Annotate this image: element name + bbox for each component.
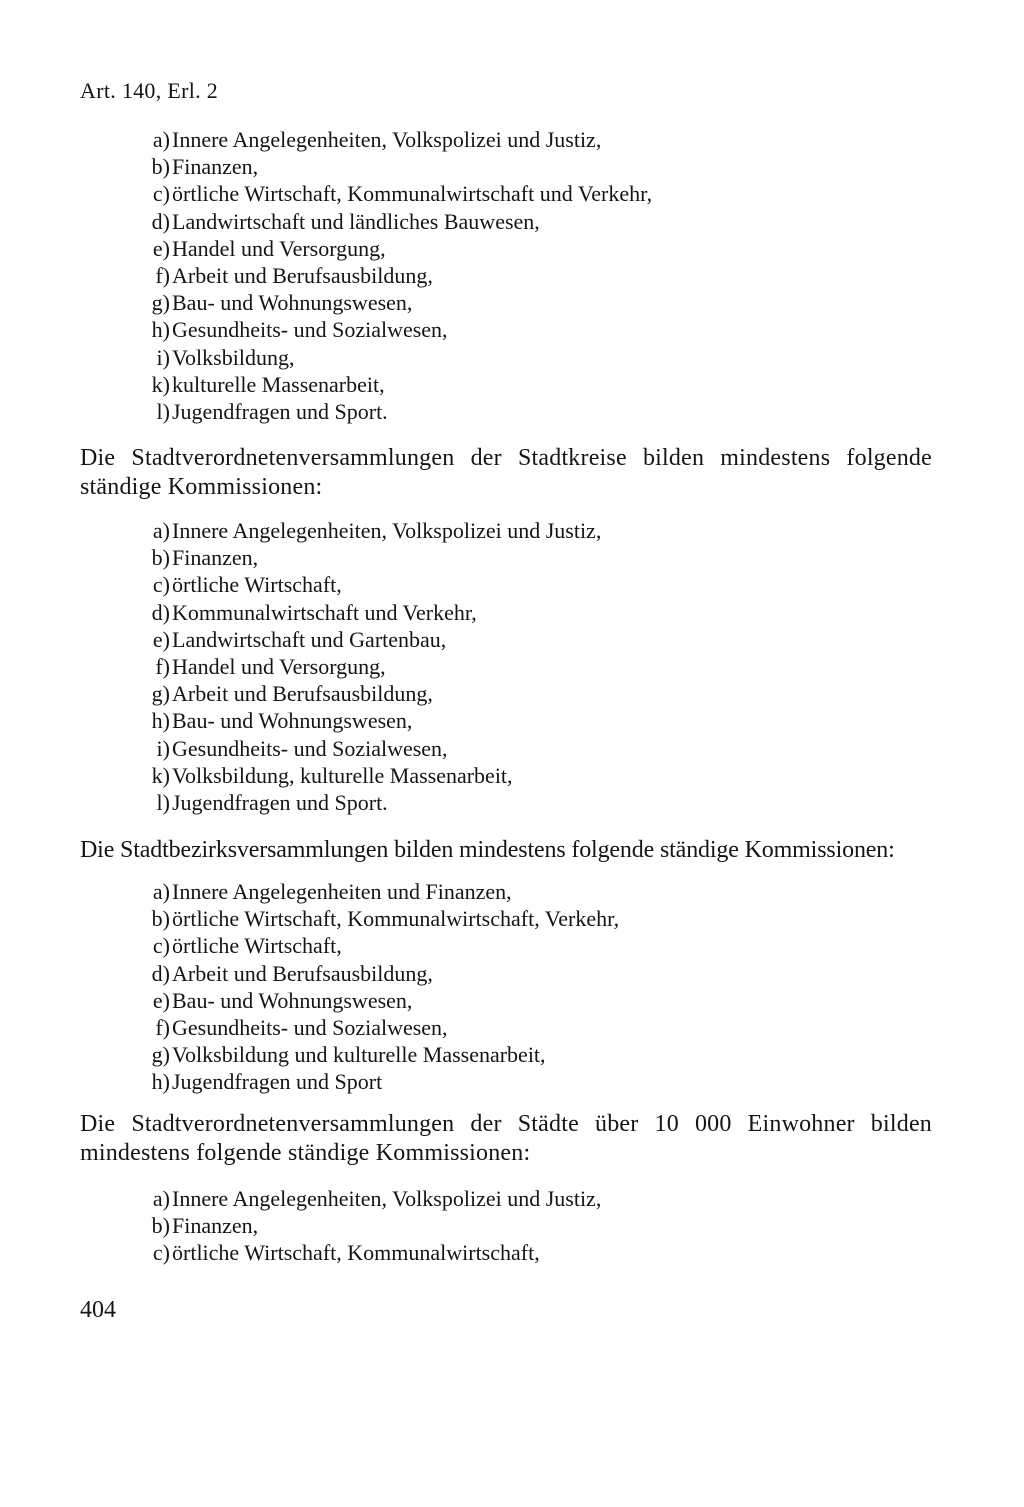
list-item-text: Jugendfragen und Sport. [172, 789, 388, 815]
list-item [0, 262, 1024, 289]
list-item-label: g) [151, 290, 170, 316]
list-item-text: örtliche Wirtschaft, Kommunalwirtschaft, Verkehr, [172, 906, 620, 932]
list-item-label: l) [156, 789, 170, 815]
list-item-label: d) [151, 599, 170, 625]
list-item-label: b) [151, 545, 170, 571]
list-item-text: Innere Angelegenheiten, Volkspolizei und Justiz, [172, 1186, 602, 1211]
list-item-text: Gesundheits- und Sozialwesen, [172, 317, 448, 343]
list-item [0, 571, 1024, 598]
list-item [0, 180, 1024, 207]
commission-list-4 [0, 1185, 1024, 1267]
list-item [0, 289, 1024, 316]
list-item-label: g) [151, 1042, 170, 1068]
list-item-label: h) [151, 317, 170, 343]
list-item-text: Volksbildung und kulturelle Massenarbeit, [172, 1042, 546, 1068]
list-item [0, 1068, 1024, 1095]
list-item-text: Landwirtschaft und ländliches Bauwesen, [172, 208, 540, 234]
list-item-label: k) [151, 371, 170, 397]
list-item [0, 932, 1024, 959]
list-item [0, 316, 1024, 343]
list-item [0, 344, 1024, 371]
list-item-label: e) [152, 987, 170, 1013]
page-number: 404 [80, 1297, 116, 1323]
list-item-label: b) [151, 906, 170, 932]
list-item [0, 762, 1024, 789]
commission-list-1 [0, 126, 1024, 425]
list-item-text: Arbeit und Berufsausbildung, [172, 681, 433, 707]
list-item-label: l) [156, 398, 170, 424]
list-item-text: Innere Angelegenheiten und Finanzen, [172, 879, 512, 904]
list-item [0, 1014, 1024, 1041]
list-item [0, 517, 1024, 544]
list-item-label: a) [152, 879, 170, 904]
list-item [0, 905, 1024, 932]
list-item [0, 1041, 1024, 1068]
list-item [0, 653, 1024, 680]
list-item-text: Volksbildung, [172, 344, 295, 370]
paragraph-staedte: Die Stadtverordnetenversammlungen der Städte über 10 000 Einwohner bilden mindestens folgende ständige Kommissionen: [80, 1111, 932, 1166]
list-item-label: d) [151, 208, 170, 234]
list-item-label: a) [152, 1186, 170, 1211]
list-item-label: f) [155, 262, 170, 288]
paragraph-stadtbezirke: Die Stadtbezirksversammlungen bilden mindestens folgende ständige Kommissionen: [80, 837, 895, 863]
list-item-label: e) [152, 235, 170, 261]
list-item [0, 987, 1024, 1014]
list-item [0, 626, 1024, 653]
list-item [0, 599, 1024, 626]
list-item-text: Bau- und Wohnungswesen, [172, 708, 413, 734]
list-item-label: f) [155, 653, 170, 679]
list-item-text: örtliche Wirtschaft, Kommunalwirtschaft, [172, 1240, 540, 1266]
list-item-text: Innere Angelegenheiten, Volkspolizei und Justiz, [172, 127, 602, 152]
list-item-text: Handel und Versorgung, [172, 235, 386, 261]
list-item-text: Jugendfragen und Sport. [172, 398, 388, 424]
commission-list-3 [0, 878, 1024, 1096]
list-item-text: Bau- und Wohnungswesen, [172, 290, 413, 316]
list-item-text: Arbeit und Berufsausbildung, [172, 262, 433, 288]
list-item-label: c) [152, 572, 170, 598]
list-item [0, 235, 1024, 262]
list-item [0, 544, 1024, 571]
list-item-label: g) [151, 681, 170, 707]
list-item-text: Finanzen, [172, 1213, 259, 1239]
list-item-label: b) [151, 154, 170, 180]
list-item-text: Volksbildung, kulturelle Massenarbeit, [172, 762, 513, 788]
list-item-text: örtliche Wirtschaft, [172, 572, 342, 598]
list-item-text: Finanzen, [172, 154, 259, 180]
list-item-text: Kommunalwirtschaft und Verkehr, [172, 599, 477, 625]
list-item [0, 126, 1024, 153]
list-item-text: örtliche Wirtschaft, [172, 933, 342, 959]
list-item-text: Finanzen, [172, 545, 259, 571]
list-item [0, 680, 1024, 707]
list-item-text: örtliche Wirtschaft, Kommunalwirtschaft und Verkehr, [172, 181, 653, 207]
list-item-text: Innere Angelegenheiten, Volkspolizei und Justiz, [172, 518, 602, 543]
paragraph-stadtkreise: Die Stadtverordnetenversammlungen der Stadtkreise bilden mindestens folgende ständige Kommissionen: [80, 445, 932, 500]
list-item [0, 707, 1024, 734]
list-item-text: Bau- und Wohnungswesen, [172, 987, 413, 1013]
list-item-label: i) [156, 735, 170, 761]
list-item [0, 1185, 1024, 1212]
list-item-label: c) [152, 933, 170, 959]
list-item [0, 1212, 1024, 1239]
list-item-label: k) [151, 762, 170, 788]
commission-list-2 [0, 517, 1024, 816]
list-item [0, 371, 1024, 398]
list-item-text: kulturelle Massenarbeit, [172, 371, 385, 397]
list-item-text: Handel und Versorgung, [172, 653, 386, 679]
list-item-label: e) [152, 626, 170, 652]
list-item [0, 878, 1024, 905]
list-item [0, 398, 1024, 425]
list-item-label: c) [152, 181, 170, 207]
list-item-label: d) [151, 960, 170, 986]
list-item [0, 208, 1024, 235]
list-item-label: a) [152, 127, 170, 152]
list-item [0, 789, 1024, 816]
list-item [0, 960, 1024, 987]
list-item-label: c) [152, 1240, 170, 1266]
list-item-label: h) [151, 1069, 170, 1095]
list-item [0, 1239, 1024, 1266]
list-item-label: h) [151, 708, 170, 734]
list-item [0, 153, 1024, 180]
list-item [0, 735, 1024, 762]
list-item-text: Gesundheits- und Sozialwesen, [172, 1014, 448, 1040]
list-item-text: Arbeit und Berufsausbildung, [172, 960, 433, 986]
running-header: Art. 140, Erl. 2 [80, 78, 219, 103]
list-item-text: Gesundheits- und Sozialwesen, [172, 735, 448, 761]
list-item-label: f) [155, 1014, 170, 1040]
list-item-text: Jugendfragen und Sport [172, 1069, 383, 1095]
list-item-label: i) [156, 344, 170, 370]
list-item-label: a) [152, 518, 170, 543]
list-item-text: Landwirtschaft und Gartenbau, [172, 626, 447, 652]
list-item-label: b) [151, 1213, 170, 1239]
